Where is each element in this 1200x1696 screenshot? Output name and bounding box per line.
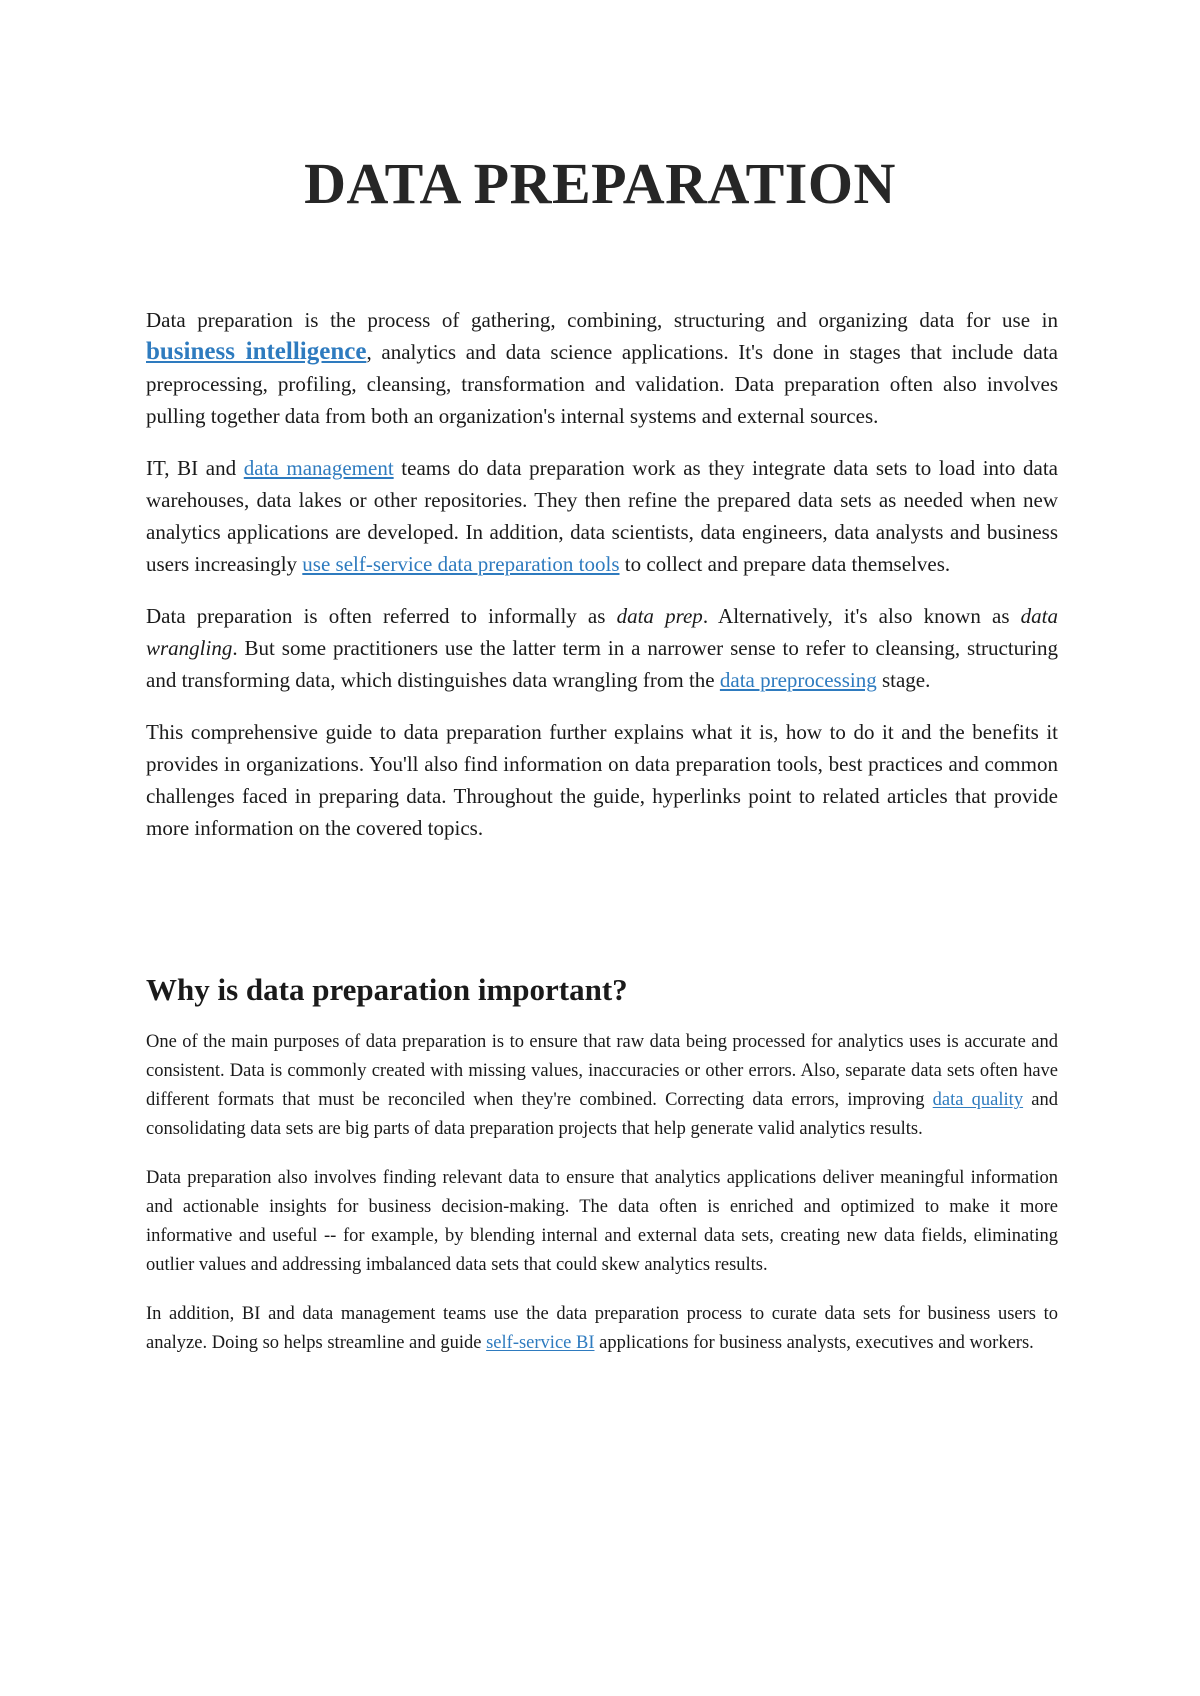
text-run: stage. xyxy=(876,668,931,692)
intro-paragraph-3 xyxy=(146,600,1058,696)
link-data-preprocessing[interactable]: data preprocessing xyxy=(719,668,877,692)
text-run: to collect and prepare data themselves. xyxy=(619,552,951,576)
text-run: , analytics and data science applications. It's done in stages that include data preprocessing, profiling, cleansing, transformation and validation. Data preparation often also involves pulling together data from both an organization's internal systems and external sources. xyxy=(146,340,1058,428)
text-run: IT, BI and xyxy=(146,456,244,480)
text-run: Data preparation also involves finding relevant data to ensure that analytics applications deliver meaningful information and actionable insights for business decision-making. The data often is enriched and optimized to make it more informative and useful -- for example, by blending internal and external data sets, creating new data fields, eliminating outlier values and addressing imbalanced data sets that could skew analytics results. xyxy=(146,1168,1058,1275)
term-data-prep: data prep xyxy=(616,604,703,628)
link-business-intelligence[interactable]: business intelligence xyxy=(146,338,367,365)
link-self-service-bi[interactable]: self-service BI xyxy=(486,1333,595,1353)
why-paragraph-3 xyxy=(146,1300,1058,1358)
intro-paragraph-4 xyxy=(146,716,1058,844)
intro-paragraph-2 xyxy=(146,452,1058,580)
text-run: applications for business analysts, executives and workers. xyxy=(594,1333,1034,1353)
link-self-service-data-prep-tools[interactable]: use self-service data preparation tools xyxy=(302,552,620,576)
intro-section xyxy=(146,304,1058,844)
text-run: This comprehensive guide to data preparation further explains what it is, how to do it and the benefits it provides in organizations. You'll also find information on data preparation tools, best practices and common challenges faced in preparing data. Throughout the guide, hyperlinks point to related articles that provide more information on the covered topics. xyxy=(146,720,1058,840)
text-run: . But some practitioners use the latter term in a narrower sense to refer to cleansing, structuring and transforming data, which distinguishes data wrangling from the xyxy=(146,636,1058,692)
page-title: DATA PREPARATION xyxy=(304,151,896,216)
text-run: Data preparation is often referred to informally as xyxy=(146,604,617,628)
section-heading: Why is data preparation important? xyxy=(146,972,628,1007)
text-run: Data preparation is the process of gathering, combining, structuring and organizing data for use in xyxy=(146,308,1058,332)
term-data-wrangling: data wrangling xyxy=(146,604,1058,660)
link-data-management[interactable]: data management xyxy=(243,456,394,480)
why-section xyxy=(146,972,1058,1358)
text-run: and consolidating data sets are big parts of data preparation projects that help generate valid analytics results. xyxy=(146,1090,1058,1139)
why-paragraph-1 xyxy=(146,1028,1058,1144)
why-paragraph-2 xyxy=(146,1164,1058,1280)
link-data-quality[interactable]: data quality xyxy=(932,1090,1024,1110)
intro-paragraph-1 xyxy=(146,304,1058,432)
text-run: One of the main purposes of data preparation is to ensure that raw data being processed for analytics uses is accurate and consistent. Data is commonly created with missing values, inaccuracies or other errors. Also, separate data sets often have different formats that must be reconciled when they're combined. Correcting data errors, improving xyxy=(146,1032,1058,1110)
text-run: In addition, BI and data management teams use the data preparation process to curate data sets for business users to analyze. Doing so helps streamline and guide xyxy=(146,1304,1058,1353)
text-run: . Alternatively, it's also known as xyxy=(702,604,1021,628)
text-run: teams do data preparation work as they integrate data sets to load into data warehouses, data lakes or other repositories. They then refine the prepared data sets as needed when new analytics applications are developed. In addition, data scientists, data engineers, data analysts and business users increasingly xyxy=(146,456,1058,576)
